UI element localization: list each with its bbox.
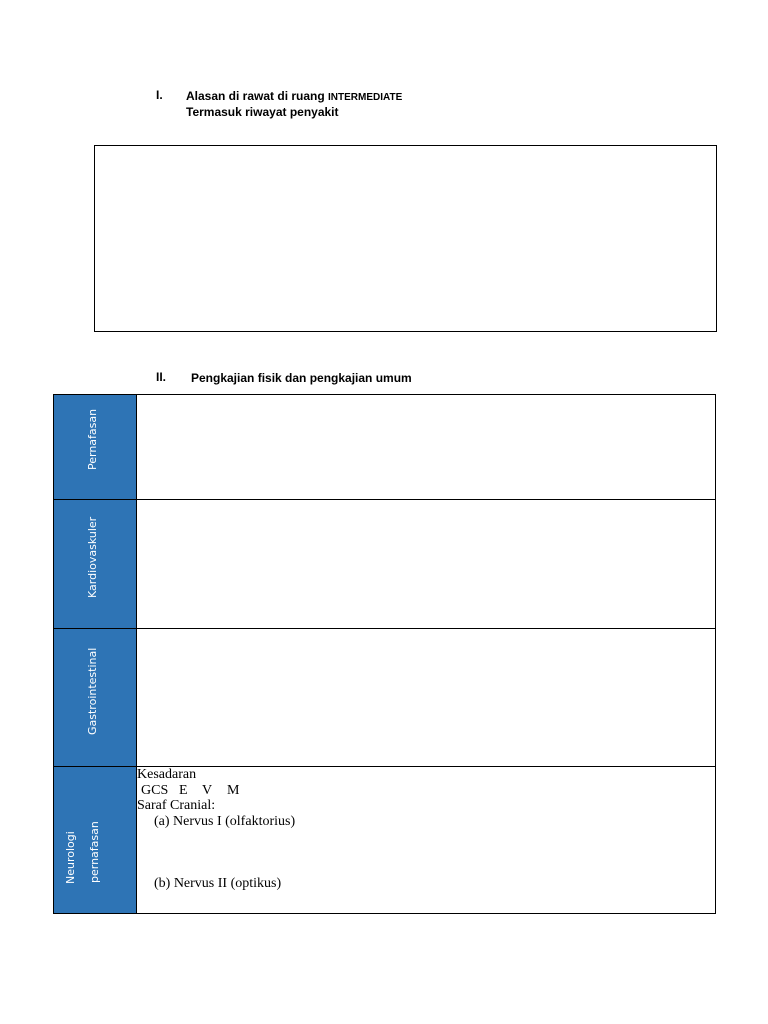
assessment-table (53, 394, 716, 914)
section-2-number: II. (156, 370, 167, 384)
gcs-e-label: E (179, 783, 188, 798)
row-pernafasan (54, 395, 715, 499)
kardiovaskuler-input-area[interactable] (137, 500, 715, 628)
row-label-cell (54, 629, 137, 766)
neurologi-input-area[interactable] (137, 767, 715, 913)
section-1-title: Alasan di rawat di ruang INTERMEDIATE (186, 89, 403, 103)
row-label-kardiovaskuler: Kardiovaskuler (86, 516, 99, 598)
gcs-m-label: M (227, 783, 240, 798)
admission-reason-box[interactable] (94, 145, 717, 332)
section-1-subtitle: Termasuk riwayat penyakit (186, 105, 339, 119)
row-label-gastrointestinal: Gastrointestinal (86, 647, 99, 735)
section-1-heading (156, 88, 556, 124)
nervus-ii-item: (b) Nervus II (optikus) (154, 876, 282, 891)
section-2-title: Pengkajian fisik dan pengkajian umum (191, 371, 412, 385)
row-label-cell (54, 395, 137, 499)
row-kardiovaskuler (54, 499, 715, 628)
gcs-v-label: V (202, 783, 213, 798)
row-neurologi (54, 766, 715, 913)
saraf-cranial-label: Saraf Cranial: (137, 798, 216, 813)
row-label-neurologi-line2: pernafasan (88, 821, 101, 883)
row-label-pernafasan: Pernafasan (86, 408, 99, 470)
row-label-cell (54, 767, 137, 913)
section-1-number: I. (156, 88, 163, 102)
row-label-neurologi: Neurologi (64, 831, 77, 884)
section-1-title-room: INTERMEDIATE (328, 92, 403, 103)
gcs-label: GCS (141, 783, 169, 798)
section-2-heading (156, 370, 556, 388)
row-label-cell (54, 500, 137, 628)
nervus-i-item: (a) Nervus I (olfaktorius) (154, 814, 296, 829)
pernafasan-input-area[interactable] (137, 395, 715, 499)
gastrointestinal-input-area[interactable] (137, 629, 715, 766)
kesadaran-label: Kesadaran (137, 767, 197, 782)
row-gastrointestinal (54, 628, 715, 766)
